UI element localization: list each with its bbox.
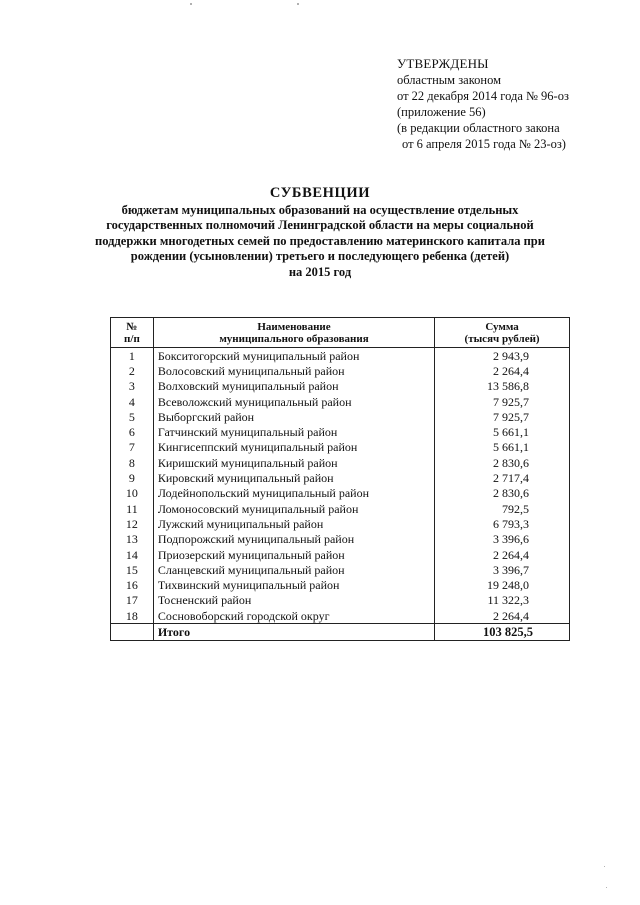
row-sum: 5 661,1 (435, 440, 570, 455)
total-sum: 103 825,5 (435, 624, 570, 640)
title-line: поддержки многодетных семей по предоставлению материнского капитала при (95, 233, 545, 248)
row-name: Тихвинский муниципальный район (153, 577, 434, 592)
table-row (111, 501, 570, 516)
header-sum-line: (тысяч рублей) (464, 333, 540, 345)
table-row (111, 394, 570, 409)
header-name (153, 318, 434, 348)
row-name: Приозерский муниципальный район (153, 547, 434, 562)
approval-line: (приложение 56) (397, 105, 486, 119)
row-sum: 2 264,4 (435, 608, 570, 624)
row-num: 10 (111, 486, 154, 501)
row-sum: 2 717,4 (435, 470, 570, 485)
row-name: Выборгский район (153, 409, 434, 424)
table-row (111, 348, 570, 364)
row-sum: 792,5 (435, 501, 570, 516)
scan-speck (606, 887, 607, 888)
table-row (111, 486, 570, 501)
table-row (111, 608, 570, 624)
row-num: 3 (111, 379, 154, 394)
row-sum: 2 943,9 (435, 348, 570, 364)
row-num: 17 (111, 593, 154, 608)
row-sum: 5 661,1 (435, 424, 570, 439)
header-num-line: № (126, 321, 138, 333)
row-num: 12 (111, 516, 154, 531)
scan-speck (604, 866, 605, 867)
row-num: 11 (111, 501, 154, 516)
table-row (111, 577, 570, 592)
row-name: Тосненский район (153, 593, 434, 608)
row-sum: 2 264,4 (435, 547, 570, 562)
row-name: Волховский муниципальный район (153, 379, 434, 394)
row-num: 6 (111, 424, 154, 439)
table-row (111, 424, 570, 439)
row-num: 13 (111, 532, 154, 547)
table-row (111, 562, 570, 577)
row-name: Кингисеппский муниципальный район (153, 440, 434, 455)
scan-speck (190, 3, 192, 5)
row-name: Лодейнопольский муниципальный район (153, 486, 434, 501)
title-line: на 2015 год (288, 264, 352, 279)
row-num: 4 (111, 394, 154, 409)
row-num: 14 (111, 547, 154, 562)
header-num-line: п/п (124, 333, 140, 345)
row-sum: 13 586,8 (435, 379, 570, 394)
table-row (111, 593, 570, 608)
row-name: Лужский муниципальный район (153, 516, 434, 531)
title-main: СУБВЕНЦИИ (269, 185, 371, 201)
row-sum: 7 925,7 (435, 409, 570, 424)
total-num-cell (111, 624, 154, 640)
subventions-table (110, 317, 570, 641)
row-name: Сланцевский муниципальный район (153, 562, 434, 577)
approval-line: областным законом (397, 73, 502, 87)
document-title (60, 186, 580, 281)
header-name-line: Наименование (257, 321, 331, 333)
row-num: 8 (111, 455, 154, 470)
table-header-row (111, 318, 570, 348)
table-row (111, 455, 570, 470)
row-sum: 2 830,6 (435, 455, 570, 470)
row-name: Ломоносовский муниципальный район (153, 501, 434, 516)
approval-line: от 6 апреля 2015 года № 23-оз) (402, 137, 566, 151)
row-sum: 7 925,7 (435, 394, 570, 409)
total-label: Итого (153, 624, 434, 640)
row-num: 15 (111, 562, 154, 577)
row-num: 7 (111, 440, 154, 455)
row-num: 1 (111, 348, 154, 364)
row-name: Всеволожский муниципальный район (153, 394, 434, 409)
row-name: Гатчинский муниципальный район (153, 424, 434, 439)
row-name: Сосновоборский городской округ (153, 608, 434, 624)
title-line: рождении (усыновлении) третьего и последующего ребенка (детей) (130, 249, 510, 264)
approval-line: от 22 декабря 2014 года № 96-оз (397, 89, 569, 103)
title-line: государственных полномочий Ленинградской области на меры социальной (106, 218, 534, 233)
approval-heading: УТВЕРЖДЕНЫ (397, 56, 489, 71)
row-name: Подпорожский муниципальный район (153, 532, 434, 547)
table-row (111, 363, 570, 378)
table-row (111, 409, 570, 424)
table-row (111, 547, 570, 562)
header-sum (435, 318, 570, 348)
row-num: 2 (111, 363, 154, 378)
header-sum-line: Сумма (485, 321, 519, 333)
table-total-row (111, 624, 570, 640)
title-line: бюджетам муниципальных образований на осуществление отдельных (121, 202, 519, 217)
row-num: 18 (111, 608, 154, 624)
row-sum: 3 396,6 (435, 532, 570, 547)
approval-stamp (397, 56, 627, 152)
row-sum: 11 322,3 (435, 593, 570, 608)
row-num: 16 (111, 577, 154, 592)
header-name-line: муниципального образования (219, 333, 369, 345)
table-row (111, 440, 570, 455)
row-sum: 6 793,3 (435, 516, 570, 531)
row-num: 9 (111, 470, 154, 485)
table-row (111, 470, 570, 485)
row-name: Волосовский муниципальный район (153, 363, 434, 378)
header-num (111, 318, 154, 348)
row-name: Бокситогорский муниципальный район (153, 348, 434, 364)
row-sum: 3 396,7 (435, 562, 570, 577)
scan-speck (297, 3, 299, 5)
row-name: Кировский муниципальный район (153, 470, 434, 485)
row-num: 5 (111, 409, 154, 424)
row-sum: 2 830,6 (435, 486, 570, 501)
approval-line: (в редакции областного закона (397, 121, 560, 135)
table-row (111, 516, 570, 531)
table-row (111, 379, 570, 394)
table-row (111, 532, 570, 547)
row-name: Киришский муниципальный район (153, 455, 434, 470)
row-sum: 2 264,4 (435, 363, 570, 378)
row-sum: 19 248,0 (435, 577, 570, 592)
